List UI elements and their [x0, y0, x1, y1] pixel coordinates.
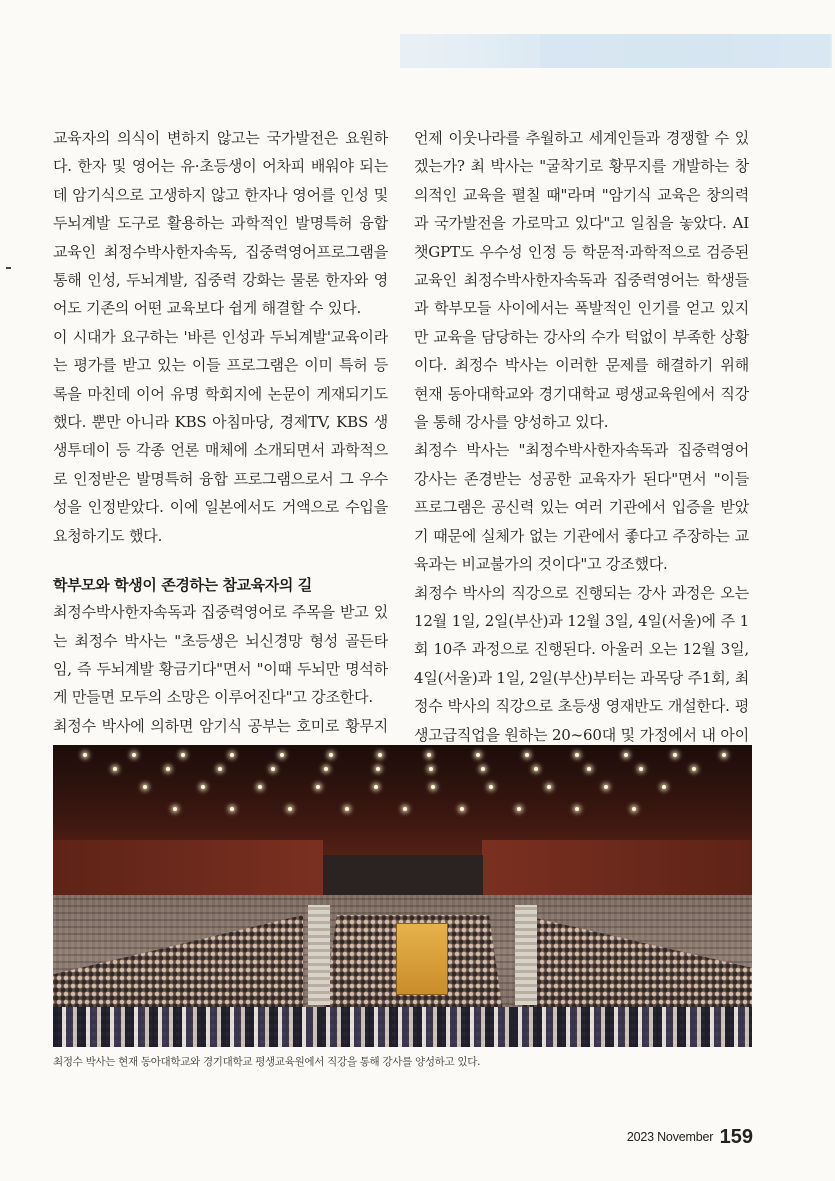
ceiling-light [624, 753, 628, 757]
left-aisle-stairs [308, 905, 330, 1005]
ceiling-light [316, 785, 320, 789]
podium [396, 923, 448, 995]
ceiling-light [374, 785, 378, 789]
ceiling-light [113, 767, 117, 771]
ceiling-light [378, 753, 382, 757]
ceiling-light [489, 785, 493, 789]
left-paragraph-1: 교육자의 의식이 변하지 않고는 국가발전은 요원하다. 한자 및 영어는 유·초등생이 어차피 배워야 되는데 암기식으로 고생하지 않고 한자나 영어를 인성 및 두뇌계발 도구로 활용하는 과학적인 발명특허 융합교육인 최정수박사한자속독, 집중력영어프로그램을 통해 인성, 두뇌계발, 집중력 강화는 물론 한자와 영어도 기존의 어떤 교육보다 쉽게 해결할 수 있다. [53, 129, 388, 318]
issue-month: 2023 November [626, 1130, 714, 1144]
ceiling-light [271, 767, 275, 771]
front-row-audience [53, 1007, 752, 1047]
page-number: 159 [719, 1126, 753, 1148]
header-color-strip [400, 34, 832, 68]
right-aisle-stairs [515, 905, 537, 1005]
ceiling-light [429, 767, 433, 771]
ceiling-light [166, 767, 170, 771]
ceiling-light [403, 807, 407, 811]
section-subheading: 학부모와 학생이 존경하는 참교육자의 길 [53, 576, 312, 595]
left-paragraph-3: 최정수박사한자속독과 집중력영어로 주목을 받고 있는 최정수 박사는 "초등생은 뇌신경망 형성 골든타임, 즉 두뇌계발 황금기다"면서 "이때 두뇌만 명석하게 만들면 모두의 소망은 이루어진다"고 강조한다. [53, 603, 388, 707]
photo-caption: 최정수 박사는 현재 동아대학교와 경기대학교 평생교육원에서 직강을 통해 강사를 양성하고 있다. [53, 1056, 481, 1068]
left-column [53, 124, 388, 825]
ceiling-light [324, 767, 328, 771]
ceiling-light [83, 753, 87, 757]
right-paragraph-2: 최정수 박사는 "최정수박사한자속독과 집중력영어 강사는 존경받는 성공한 교육자가 된다"면서 "이들 프로그램은 공신력 있는 여러 기관에서 입증을 받았기 때문에 실체가 없는 기관에서 좋다고 주장하는 교육과는 비교불가의 것이다"고 강조했다. [414, 441, 749, 574]
right-paragraph-1: 언제 이웃나라를 추월하고 세계인들과 경쟁할 수 있겠는가? 최 박사는 "굴착기로 황무지를 개발하는 창의적인 교육을 펼칠 때"라며 "암기식 교육은 창의력과 국가발전을 가로막고 있다"고 일침을 놓았다. AI 챗GPT도 우수성 인정 등 학문적·과학적으로 검증된 교육인 최정수박사한자속독과 집중력영어는 학생들과 학부모들 사이에서는 폭발적인 인기를 얻고 있지만 교육을 담당하는 강사의 수가 턱없이 부족한 상황이다. 최정수 박사는 이러한 문제를 해결하기 위해 현재 동아대학교와 경기대학교 평생교육원에서 직강을 통해 강사를 양성하고 있다. [414, 129, 749, 432]
ceiling-light [722, 753, 726, 757]
ceiling-light [692, 767, 696, 771]
ceiling-light [575, 753, 579, 757]
ceiling-light [460, 807, 464, 811]
header-band [540, 34, 830, 68]
ceiling-light [662, 785, 666, 789]
ceiling-light [587, 767, 591, 771]
right-paragraph-3-text: 최정수 박사의 직강으로 진행되는 강사 과정은 오는 12월 1일, 2일(부산)과 12월 3일, 4일(서울)에 주 1회 10주 과정으로 진행된다. 아울러 오는 12월 3일, 4일(서울)과 1일, 2일(부산)부터는 과목당 주1회, 최정수 박사의 직강으로 초등생 영재반도 개설한다. 평생고급직업을 원하는 20~60대 및 가정에서 내 아이 [414, 583, 749, 744]
left-paragraph-2: 이 시대가 요구하는 '바른 인성과 두뇌계발'교육이라는 평가를 받고 있는 이들 프로그램은 이미 특허 등록을 마친데 이어 유명 학회지에 논문이 게재되기도 했다. 뿐만 아니라 KBS 아침마당, 경제TV, KBS 생생투데이 등 각종 언론 매체에 소개되면서 과학적으로 인정받은 발명특허 융합 프로그램으로서 그 우수성을 인정받았다. 이에 일본에서도 거액으로 수입을 요청하기도 했다. [53, 327, 388, 545]
ceiling-light [547, 785, 551, 789]
ceiling-light [201, 785, 205, 789]
page-footer [627, 1126, 753, 1149]
ceiling-light [288, 807, 292, 811]
ceiling-light [632, 807, 636, 811]
ceiling-light [173, 807, 177, 811]
ceiling-light [143, 785, 147, 789]
ceiling-light [673, 753, 677, 757]
ceiling-light [575, 807, 579, 811]
margin-mark [6, 267, 11, 269]
left-paragraph-4: 최정수 박사에 의하면 암기식 공부는 호미로 황무지 [53, 716, 388, 735]
ceiling-light [329, 753, 333, 757]
ceiling-light [280, 753, 284, 757]
right-column [414, 124, 749, 806]
auditorium-photo [53, 745, 752, 1047]
